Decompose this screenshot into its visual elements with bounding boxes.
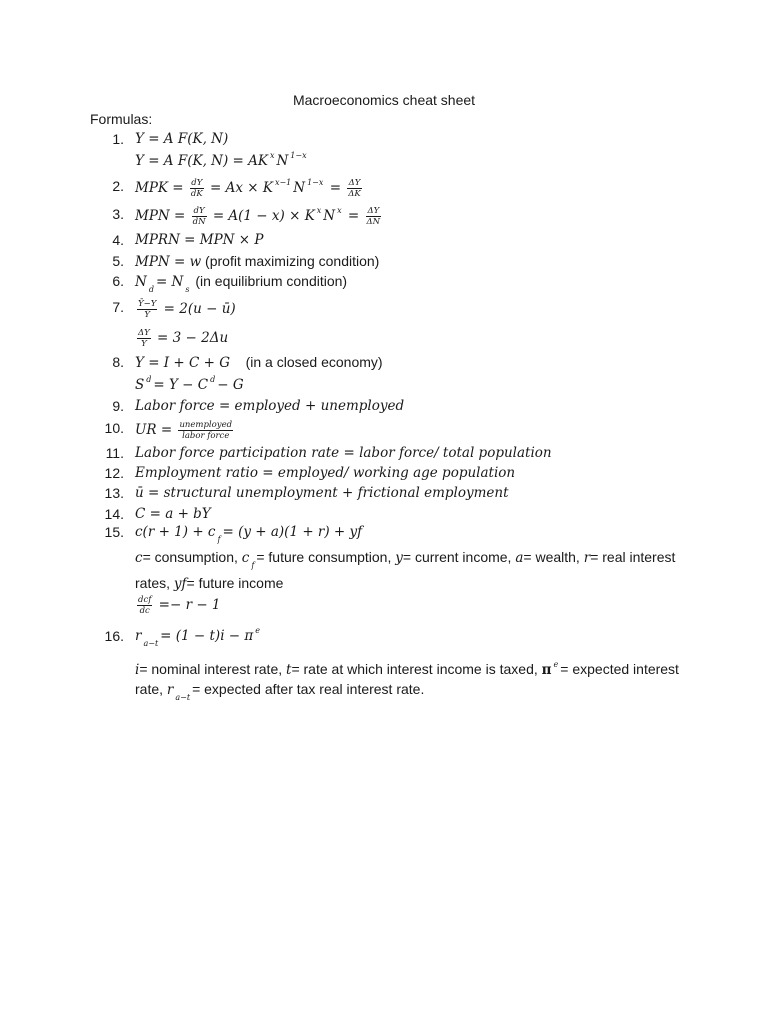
fraction: $\frac{\Delta Y}{\Delta N}$	[366, 206, 381, 227]
exponent: x	[316, 206, 322, 215]
formula-8-note: (in a closed economy)	[230, 354, 383, 370]
fraction: $\frac{\text{unemployed}}{\text{labor force}}$	[179, 420, 233, 441]
formula-3-mid: = A(1 − x) × K	[212, 208, 315, 224]
superscript: e	[255, 626, 261, 635]
subscript: a−t	[143, 639, 159, 648]
equals: =	[329, 180, 341, 196]
equals: =	[347, 208, 360, 224]
subscript: a−t	[175, 693, 191, 702]
formula-15-main: c(r + 1) + c	[135, 524, 216, 540]
formula-12-expression: Employment ratio = employed/ working age population	[135, 465, 516, 481]
formula-9-expression: Labor force = employed + unemployed	[135, 398, 405, 414]
item-number: 11.	[105, 445, 124, 461]
formula-7-rhs: = 2(u − ū)	[163, 301, 236, 317]
item-number: 16.	[104, 628, 124, 644]
formula-14-expression: C = a + bY	[135, 506, 211, 522]
fraction: $\frac{\Delta Y}{\Delta K}$	[348, 178, 361, 199]
item-number: 12.	[104, 465, 124, 481]
formula-4-expression: MPRN = MPN × P	[135, 232, 264, 248]
formula-3-lhs: MPN =	[135, 208, 186, 224]
item-number: 13.	[104, 485, 124, 501]
item-number: 10.	[104, 420, 124, 436]
formula-2-mid: = Ax × K	[210, 180, 273, 196]
formula-11-expression: Labor force participation rate = labor force/ total population	[135, 445, 552, 461]
superscript: d	[146, 375, 152, 384]
fraction: $\frac{Ȳ-Y}{Ȳ}$	[138, 299, 157, 320]
formula-2-lhs: MPK =	[135, 180, 184, 196]
formula-3-n: N	[323, 208, 336, 224]
exponent: x	[269, 151, 275, 160]
subscript: f	[251, 561, 255, 570]
fraction: $\frac{dY}{dN}$	[192, 206, 206, 227]
subscript: f	[217, 535, 221, 544]
item-number: 4.	[112, 232, 124, 248]
item-number: 6.	[112, 273, 124, 289]
formula-8b-mid: = Y − C	[153, 377, 209, 393]
formula-7b-rhs: = 3 − 2Δu	[157, 330, 229, 346]
item-number: 7.	[112, 299, 124, 315]
formula-1-expression: Y = A F(K, N)	[135, 131, 229, 147]
exponent: x	[337, 206, 342, 215]
item-number: 1.	[112, 131, 124, 147]
formula-6-note: (in equilibrium condition)	[191, 273, 348, 289]
formula-5-note: (profit maximizing condition)	[201, 253, 380, 269]
superscript: d	[210, 375, 216, 384]
item-number: 9.	[112, 398, 124, 414]
fraction: $\frac{dY}{dK}$	[190, 178, 203, 199]
superscript: e	[553, 660, 559, 669]
item-number: 8.	[112, 354, 124, 370]
fraction: $\frac{\text{dcf}}{dc}$	[138, 595, 152, 616]
page-title: Macroeconomics cheat sheet	[292, 92, 476, 108]
fraction: $\frac{\Delta Y}{Y}$	[138, 328, 150, 349]
exponent: 1−x	[307, 178, 324, 187]
formula-16-r: r	[135, 628, 142, 644]
item-number: 14.	[104, 506, 124, 522]
formula-8b-s: S	[135, 377, 145, 393]
formula-8-math: Y = I + C + G	[135, 355, 231, 371]
formula-1b-n: N	[276, 153, 289, 169]
item-number: 3.	[112, 206, 124, 222]
exponent: x−1	[274, 178, 292, 187]
item-number: 5.	[112, 253, 124, 269]
formula-6-eq: = N	[155, 274, 184, 290]
formula-1b-main: Y = A F(K, N) = AK	[135, 153, 268, 169]
formula-15-derivative-rhs: =− r − 1	[158, 597, 221, 613]
formula-6-n: N	[135, 274, 147, 290]
exponent: 1−x	[290, 151, 307, 160]
formula-16-rhs: = (1 − t)i − π	[160, 628, 254, 644]
formula-8b-end: − G	[217, 377, 244, 393]
formula-13-expression: ū = structural unemployment + frictional employment	[135, 485, 509, 501]
item-number: 2.	[112, 178, 124, 194]
formulas-label: Formulas:	[90, 111, 153, 127]
formula-2-n: N	[293, 180, 306, 196]
formula-10-lhs: UR =	[135, 422, 173, 438]
subscript: d	[148, 285, 154, 294]
subscript: s	[185, 285, 190, 294]
item-number: 15.	[104, 524, 124, 540]
formula-5-math: MPN = w	[135, 254, 202, 270]
formula-15-rhs: = (y + a)(1 + r) + yf	[222, 524, 363, 540]
